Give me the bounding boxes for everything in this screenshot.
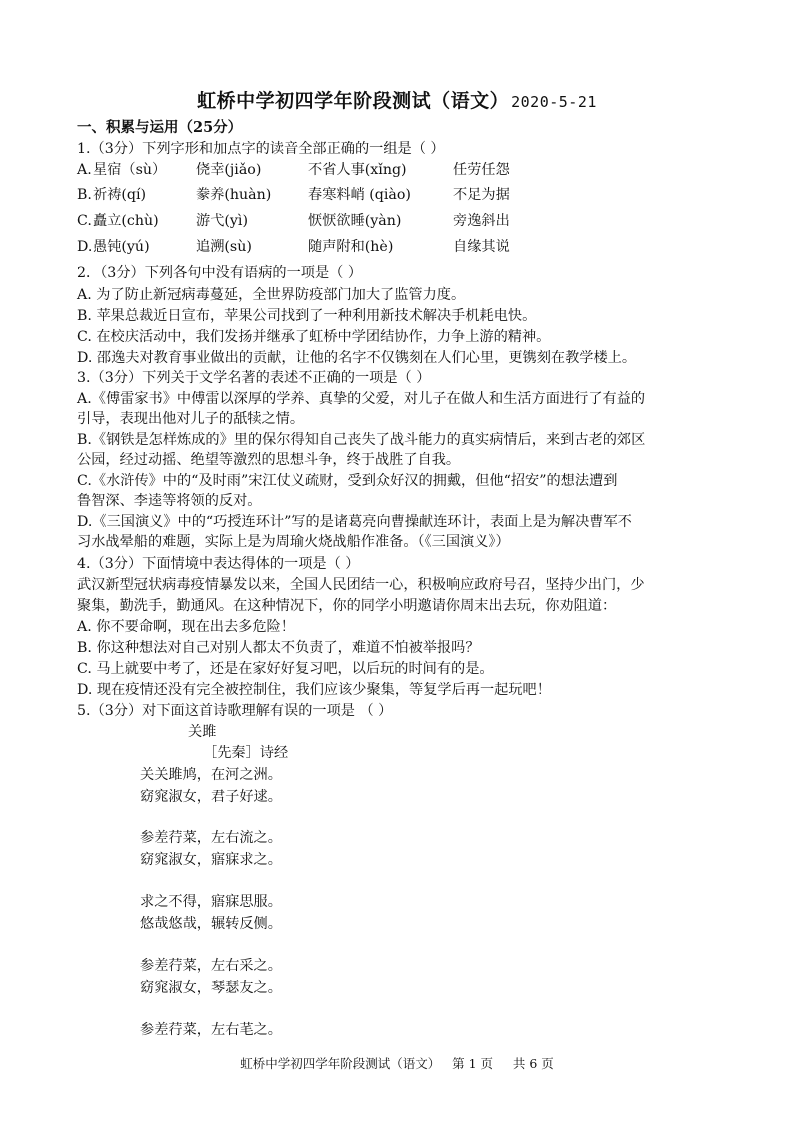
q1-b-item3: 春寒料峭 (qiào) [308,187,411,203]
q1-a-item2: 侥幸(jiǎo) [196,162,262,178]
q1-c-item4: 旁逸斜出 [453,213,510,229]
q4-option-b: B. 你这种想法对自己对别人都太不负责了，难道不怕被举报吗？ [77,640,480,656]
q2-option-c: C. 在校庆活动中，我们发扬并继承了虹桥中学团结协作，力争上游的精神。 [77,329,551,345]
exam-date: 2020-5-21 [511,93,597,111]
q1-c-item1: 矗立(chù) [93,213,159,229]
q1-b-label: B. [77,187,92,203]
q2-option-d: D. 邵逸夫对教育事业做出的贡献，让他的名字不仅镌刻在人们心里，更镌刻在教学楼上。 [77,350,637,366]
q1-a-item3: 不省人事(xǐng) [308,162,407,178]
q3-line-2: 引导，表现出他对儿子的舐犊之情。 [77,411,305,427]
q4-context-2: 聚集，勤洗手，勤通风。在这种情况下，你的同学小明邀请你周末出去玩，你劝阻道： [77,598,617,614]
q1-c-item2: 游弋(yì) [196,213,248,229]
q1-d-item4: 自缘其说 [453,239,510,255]
q1-a-item4: 任劳任怨 [453,162,510,178]
q2-stem: 2．（3分）下列各句中没有语病的一项是（ ） [77,265,363,281]
poem-line-6: 悠哉悠哉，辗转反侧。 [140,916,282,932]
poem-line-5: 求之不得，寤寐思服。 [140,894,282,910]
footer-text: 虹桥中学初四学年阶段测试（语文） 第 1 页 共 6 页 [240,1056,554,1071]
q3-line-7: D.《三国演义》中的“巧授连环计”写的是诸葛亮向曹操献连环计，表面上是为解决曹军不 [77,514,632,530]
q4-option-d: D. 现在疫情还没有完全被控制住，我们应该少聚集，等复学后再一起玩吧！ [77,682,551,698]
poem-line-2: 窈窕淑女，君子好逑。 [140,789,282,805]
page-title [0,86,794,113]
q1-a-item1: 星宿（sù） [93,162,167,178]
q4-stem: 4.（3分）下面情境中表达得体的一项是（ ） [77,556,360,572]
poem-line-4: 窈窕淑女，寤寐求之。 [140,852,282,868]
q3-line-5: C.《水浒传》中的“及时雨”宋江仗义疏财，受到众好汉的拥戴，但他“招安”的想法遭到 [77,473,618,489]
q3-line-4: 公园，经过动摇、绝望等激烈的思想斗争，终于战胜了自我。 [77,452,461,468]
title-text: 虹桥中学初四学年阶段测试（语文） [197,90,510,112]
q1-d-label: D. [77,239,93,255]
q3-line-6: 鲁智深、李逵等将领的反对。 [77,493,262,509]
q5-stem: 5.（3分）对下面这首诗歌理解有误的一项是 （ ） [77,703,393,719]
poem-line-8: 窈窕淑女，琴瑟友之。 [140,980,282,996]
section-heading: 一、积累与运用（25分） [77,119,243,136]
q3-line-8: 习水战晕船的难题，实际上是为周瑜火烧战船作准备。（《三国演义》） [77,534,510,550]
q4-option-a: A. 你不要命啊，现在出去多危险！ [77,619,295,635]
q4-context-1: 武汉新型冠状病毒疫情暴发以来，全国人民团结一心，积极响应政府号召，坚持少出门，少 [77,577,645,593]
q3-line-1: A.《傅雷家书》中傅雷以深厚的学养、真挚的父爱，对儿子在做人和生活方面进行了有益的 [77,391,646,407]
page-footer [0,1054,794,1072]
poem-line-7: 参差荇菜，左右采之。 [140,958,282,974]
q1-c-item3: 恹恹欲睡(yàn) [308,213,402,229]
poem-line-3: 参差荇菜，左右流之。 [140,830,282,846]
q1-d-item1: 愚钝(yú) [93,239,150,255]
q3-stem: 3.（3分）下列关于文学名著的表述不正确的一项是（ ） [77,370,431,386]
q1-a-label: A. [77,162,92,178]
q2-option-a: A. 为了防止新冠病毒蔓延，全世界防疫部门加大了监管力度。 [77,287,466,303]
q1-b-item4: 不足为据 [453,187,510,203]
q1-c-label: C. [77,213,92,229]
poem-line-1: 关关雎鸠，在河之洲。 [140,767,282,783]
q3-line-3: B.《钢铁是怎样炼成的》里的保尔得知自己丧失了战斗能力的真实病情后，来到古老的郊区 [77,432,646,448]
q4-option-c: C. 马上就要中考了，还是在家好好复习吧，以后玩的时间有的是。 [77,661,494,677]
q2-option-b: B. 苹果总裁近日宣布，苹果公司找到了一种利用新技术解决手机耗电快。 [77,308,537,324]
poem-line-9: 参差荇菜，左右芼之。 [140,1022,282,1038]
q1-d-item3: 随声附和(hè) [308,239,394,255]
poem-title: 关雎 [188,724,217,740]
poem-author: ［先秦］诗经 [203,745,289,761]
q1-b-item2: 豢养(huàn) [196,187,272,203]
q1-d-item2: 追溯(sù) [196,239,252,255]
q1-stem: 1.（3分）下列字形和加点字的读音全部正确的一组是（ ） [77,141,445,157]
q1-b-item1: 祈祷(qí) [93,187,147,203]
